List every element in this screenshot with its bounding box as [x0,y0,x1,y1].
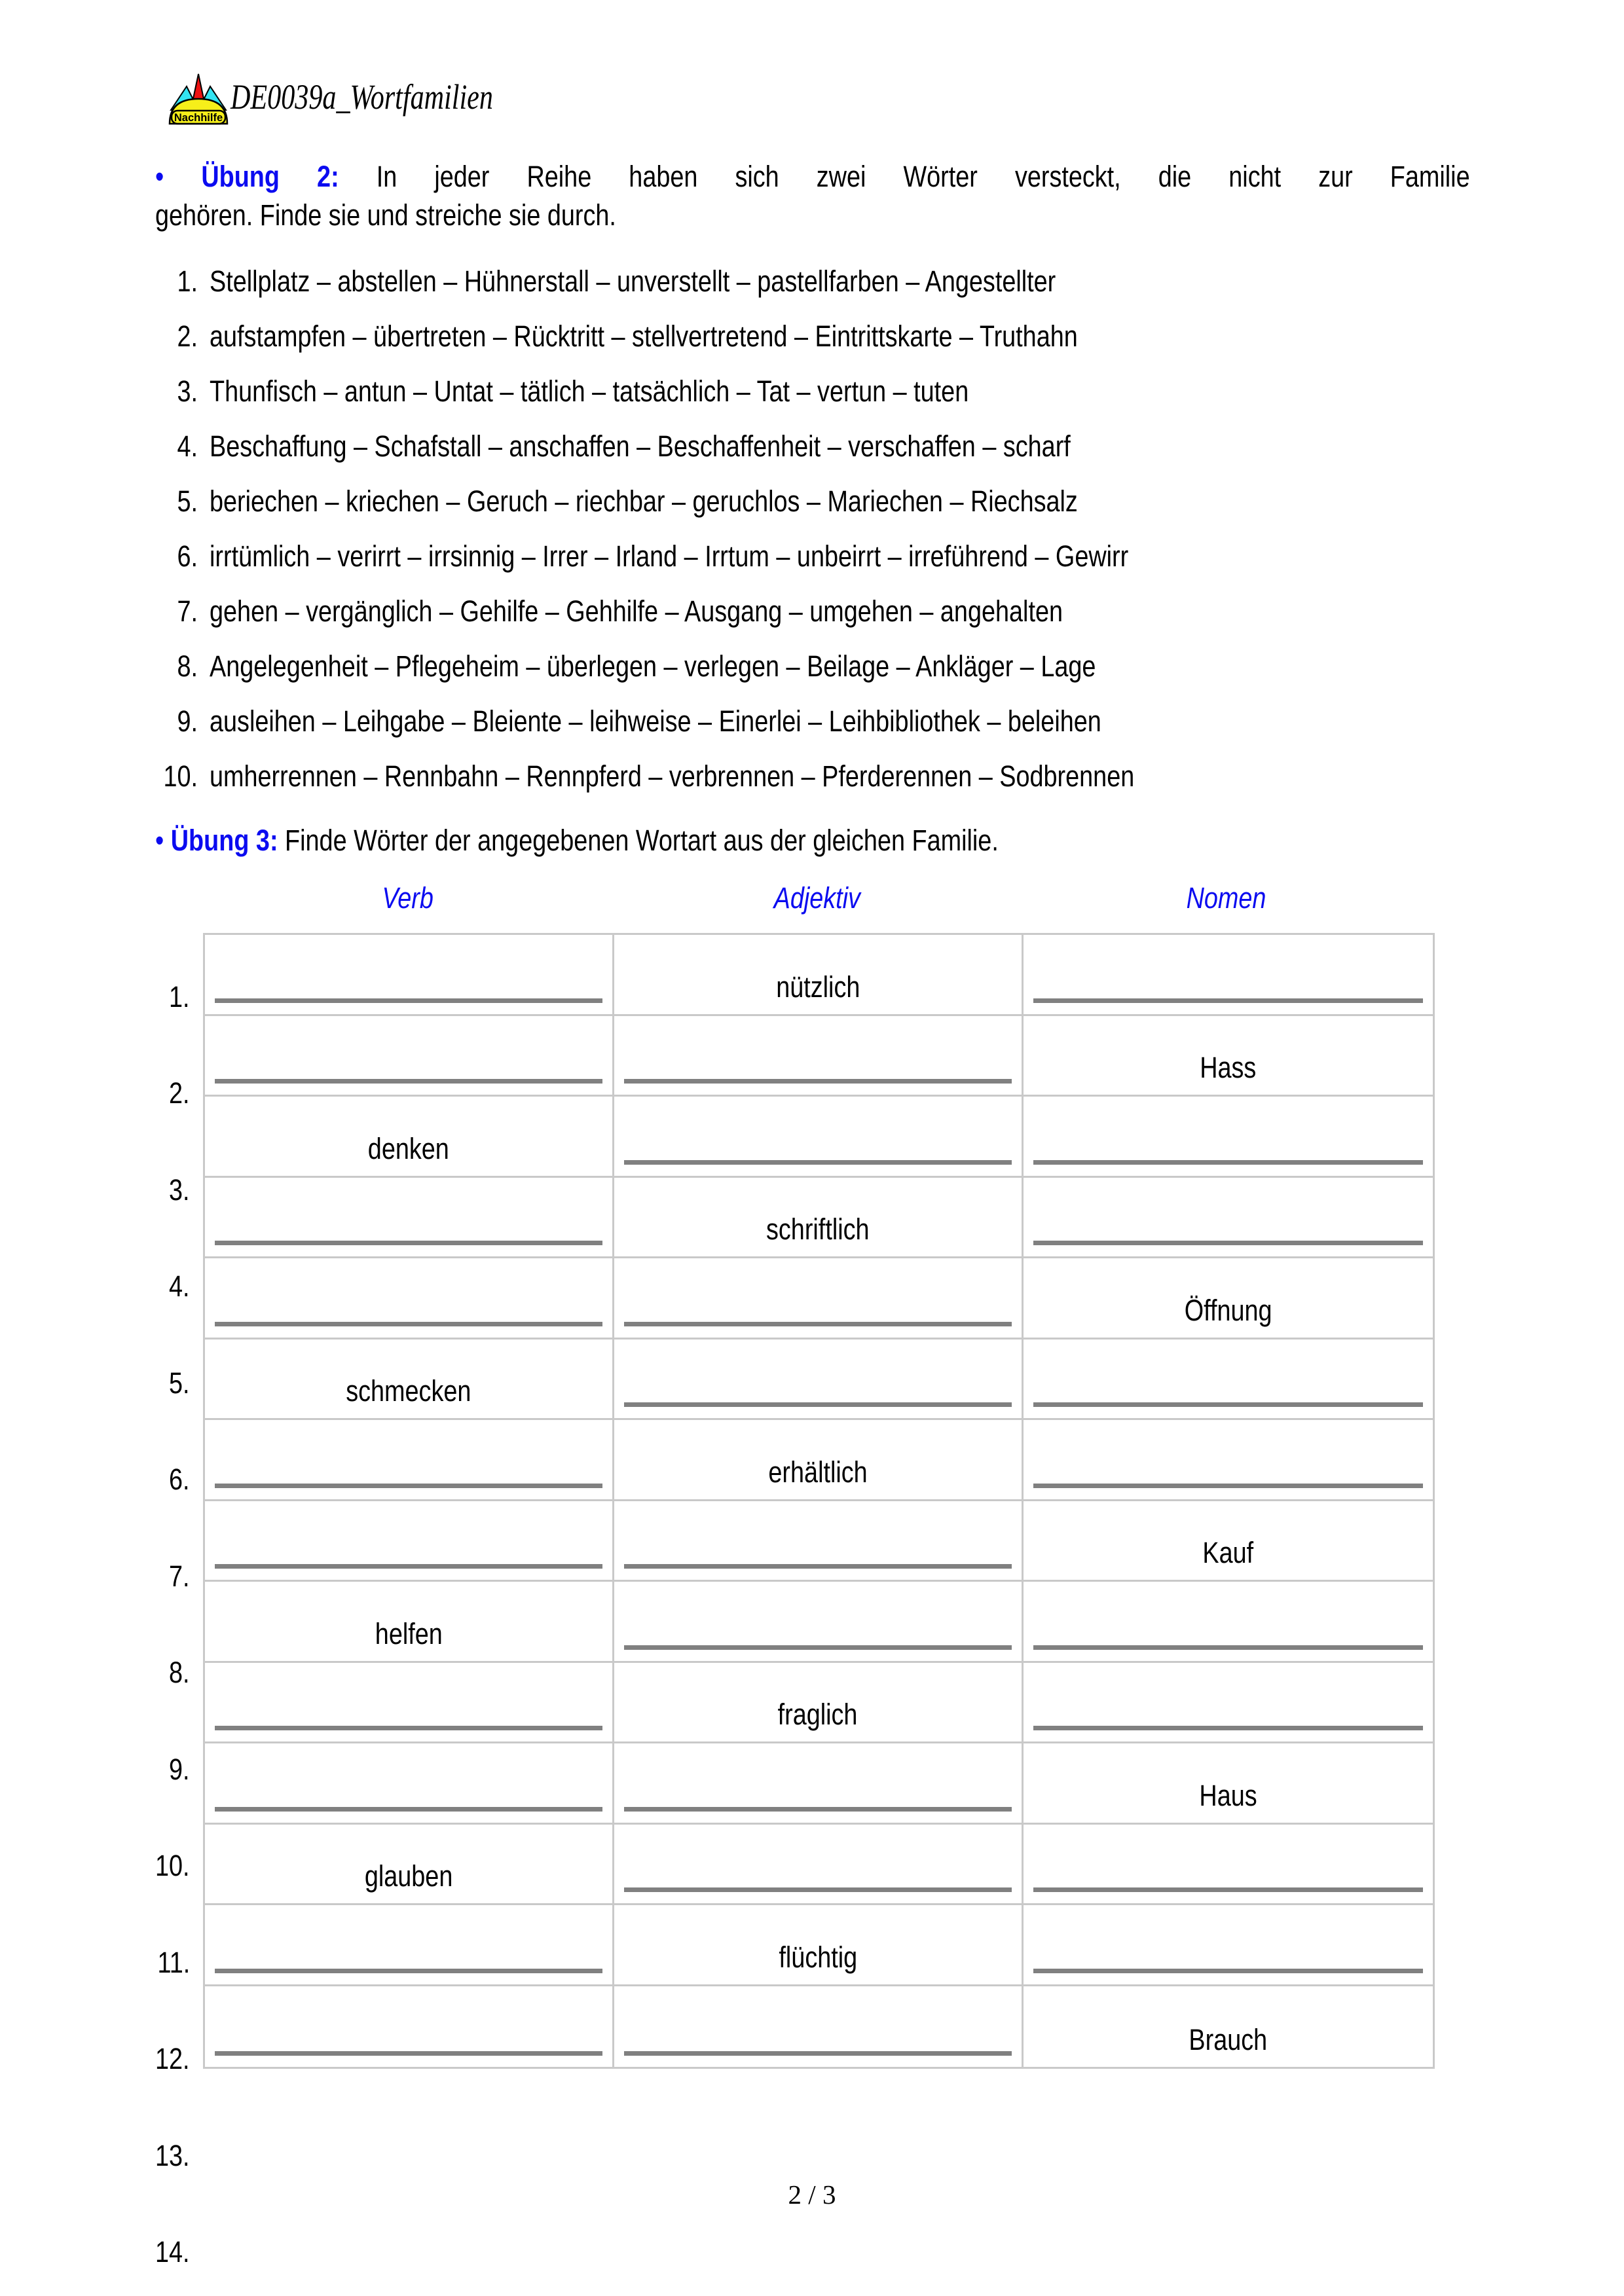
answer-line [624,1887,1012,1892]
table-cell-adjektiv [614,1258,1024,1339]
answer-line [1033,1241,1423,1245]
row-number-label: 14. [155,2235,190,2269]
row-number [111,2092,190,2189]
answer-line [215,2051,602,2056]
table-cell-verb [205,1178,614,1259]
table-cell-nomen [1024,1905,1433,1986]
row-number [111,1126,190,1223]
exercise2-section [155,157,1470,234]
table-cell-nomen [1024,1178,1433,1259]
table-cell-adjektiv [614,1905,1024,1986]
answer-line [1033,1645,1423,1650]
document-title: DE0039a_Wortfamilien [231,77,493,117]
table-cell-adjektiv [614,1986,1024,2068]
item-number: 3. [177,374,198,408]
page-number: 2 / 3 [788,2179,836,2210]
table-cell-verb [205,1986,614,2068]
given-word: Brauch [1189,2023,1268,2056]
word-row [151,683,1310,738]
table-cell-nomen [1024,1582,1433,1663]
table-cell-adjektiv [614,1825,1024,1906]
item-number: 5. [177,484,198,518]
table-cell-verb [205,1825,614,1906]
row-number-label: 4. [169,1269,190,1303]
exercise2-instruction-line2: gehören. Finde sie und streiche sie durch. [155,198,616,232]
given-word: flüchtig [779,1940,857,1974]
word-row [151,519,1310,574]
row-number-label: 10. [155,1849,190,1882]
given-word: erhältlich [768,1455,868,1489]
table-cell-adjektiv [614,1743,1024,1825]
word-row [151,629,1310,683]
word-chain: Stellplatz – abstellen – Hühnerstall – unverstellt – pastellfarben – Angestellter [210,264,1056,298]
word-chain: Angelegenheit – Pflegeheim – überlegen – verlegen – Beilage – Ankläger – Lage [210,649,1096,683]
logo-text: Nachhilfe [174,112,223,124]
item-number: 9. [177,704,198,738]
table-cell-adjektiv [614,1016,1024,1097]
table-cell-nomen [1024,1743,1433,1825]
answer-line [215,998,602,1003]
answer-line [1033,1969,1423,1973]
row-number-label: 13. [155,2138,190,2172]
answer-line [1033,1484,1423,1488]
word-chain: beriechen – kriechen – Geruch – riechbar – geruchlos – Mariechen – Riechsalz [210,484,1078,518]
nachhilfe-logo [166,69,231,127]
word-row [151,574,1310,629]
given-word: schriftlich [766,1212,870,1246]
answer-line [624,1160,1012,1165]
row-number [111,1030,190,1127]
answer-line [624,1402,1012,1407]
answer-line [215,1322,602,1326]
table-cell-verb [205,1905,614,1986]
exercise3-heading [155,821,1470,860]
table-cell-adjektiv [614,1178,1024,1259]
table-cell-adjektiv [614,1097,1024,1178]
table-cell-verb [205,1339,614,1421]
word-chain: ausleihen – Leihgabe – Bleiente – leihweise – Einerlei – Leihbibliothek – beleihen [210,704,1101,738]
row-number-label: 6. [169,1463,190,1496]
exercise2-heading [155,157,1470,196]
table-cell-verb [205,1501,614,1582]
table-cell-nomen [1024,1016,1433,1097]
bullet-icon: • [155,824,164,857]
answer-line [215,1969,602,1973]
column-header-nomen: Nomen [1186,881,1266,915]
word-chain: gehen – vergänglich – Gehilfe – Gehhilfe – Ausgang – umgehen – angehalten [210,594,1063,628]
row-number [111,1705,190,1802]
given-word: helfen [375,1616,443,1650]
table-cell-verb [205,1663,614,1744]
row-number [111,1995,190,2092]
item-number: 7. [177,594,198,628]
table-cell-verb [205,1743,614,1825]
given-word: denken [367,1131,450,1165]
table-cell-nomen [1024,1258,1433,1339]
table-cell-nomen [1024,1825,1433,1906]
exercise3-instruction: Finde Wörter der angegebenen Wortart aus der gleichen Familie. [285,824,999,857]
answer-line [1033,998,1423,1003]
given-word: Kauf [1202,1536,1254,1569]
row-numbers [111,933,190,2285]
table-cell-verb [205,1097,614,1178]
item-number: 6. [177,539,198,573]
table-cell-verb [205,1016,614,1097]
row-number-label: 7. [169,1559,190,1593]
column-header-adjektiv: Adjektiv [773,881,860,915]
row-number [111,1223,190,1320]
row-number-label: 8. [169,1656,190,1689]
given-word: Öffnung [1184,1293,1272,1327]
row-number [111,1416,190,1513]
word-chain: irrtümlich – verirrt – irrsinnig – Irrer – Irland – Irrtum – unbeirrt – irreführend – Gewirr [210,539,1129,573]
answer-line [1033,1887,1423,1892]
row-number [111,1319,190,1416]
word-row [151,244,1310,299]
wordfamily-table [203,933,1435,2069]
item-number: 8. [177,649,198,683]
word-row [151,738,1310,793]
row-number [111,1609,190,1706]
item-number: 2. [177,319,198,353]
answer-line [215,1079,602,1084]
table-cell-verb [205,1258,614,1339]
row-number-label: 2. [169,1076,190,1110]
word-row [151,299,1310,354]
word-row [151,464,1310,519]
table-cell-adjektiv [614,1339,1024,1421]
bullet-icon: • [155,160,164,193]
row-number [111,1802,190,1899]
row-number [111,933,190,1030]
table-cell-nomen [1024,1339,1433,1421]
row-number-label: 9. [169,1752,190,1786]
given-word: glauben [364,1859,453,1893]
exercise2-instruction-line1: In jeder Reihe haben sich zwei Wörter versteckt, die nicht zur Familie [376,160,1470,193]
answer-line [1033,1160,1423,1165]
table-column-headers [203,881,1431,915]
table-cell-adjektiv [614,1501,1024,1582]
table-cell-nomen [1024,935,1433,1016]
table-cell-adjektiv [614,935,1024,1016]
exercise2-label: Übung 2: [201,160,339,193]
row-number-label: 1. [169,979,190,1013]
table-cell-verb [205,935,614,1016]
exercise3-label: Übung 3: [170,824,278,857]
table-cell-nomen [1024,1986,1433,2068]
answer-line [215,1484,602,1488]
table-cell-nomen [1024,1663,1433,1744]
row-number-label: 5. [169,1366,190,1400]
table-cell-adjektiv [614,1582,1024,1663]
row-number-label: 3. [169,1173,190,1207]
table-cell-adjektiv [614,1663,1024,1744]
given-word: Haus [1199,1778,1257,1812]
exercise3-section [155,821,1470,860]
answer-line [624,2051,1012,2056]
given-word: nützlich [775,970,860,1004]
table-cell-nomen [1024,1501,1433,1582]
word-chain: Thunfisch – antun – Untat – tätlich – tatsächlich – Tat – vertun – tuten [210,374,969,408]
table-cell-nomen [1024,1420,1433,1501]
answer-line [624,1564,1012,1569]
answer-line [1033,1402,1423,1407]
table-cell-nomen [1024,1097,1433,1178]
answer-line [624,1322,1012,1326]
given-word: Hass [1200,1051,1257,1084]
row-number [111,1899,190,1995]
answer-line [624,1079,1012,1084]
row-number-label: 11. [157,1945,190,1979]
table-cell-verb [205,1420,614,1501]
row-number [111,1512,190,1609]
word-row [151,354,1310,409]
answer-line [215,1726,602,1730]
word-chain: umherrennen – Rennbahn – Rennpferd – verbrennen – Pferderennen – Sodbrennen [210,759,1135,793]
column-header-verb: Verb [382,881,434,915]
table-cell-adjektiv [614,1420,1024,1501]
word-chain: aufstampfen – übertreten – Rücktritt – stellvertretend – Eintrittskarte – Truthahn [210,319,1078,353]
answer-line [1033,1726,1423,1730]
table-cell-verb [205,1582,614,1663]
answer-line [215,1807,602,1812]
item-number: 4. [177,429,198,463]
answer-line [215,1241,602,1245]
given-word: schmecken [346,1374,471,1408]
word-list [151,244,1310,793]
word-row [151,409,1310,464]
given-word: fraglich [778,1698,858,1731]
answer-line [624,1645,1012,1650]
answer-line [215,1564,602,1569]
item-number: 10. [163,759,198,793]
item-number: 1. [177,264,198,298]
row-number-label: 12. [155,2042,190,2075]
word-chain: Beschaffung – Schafstall – anschaffen – Beschaffenheit – verschaffen – scharf [210,429,1071,463]
answer-line [624,1807,1012,1812]
